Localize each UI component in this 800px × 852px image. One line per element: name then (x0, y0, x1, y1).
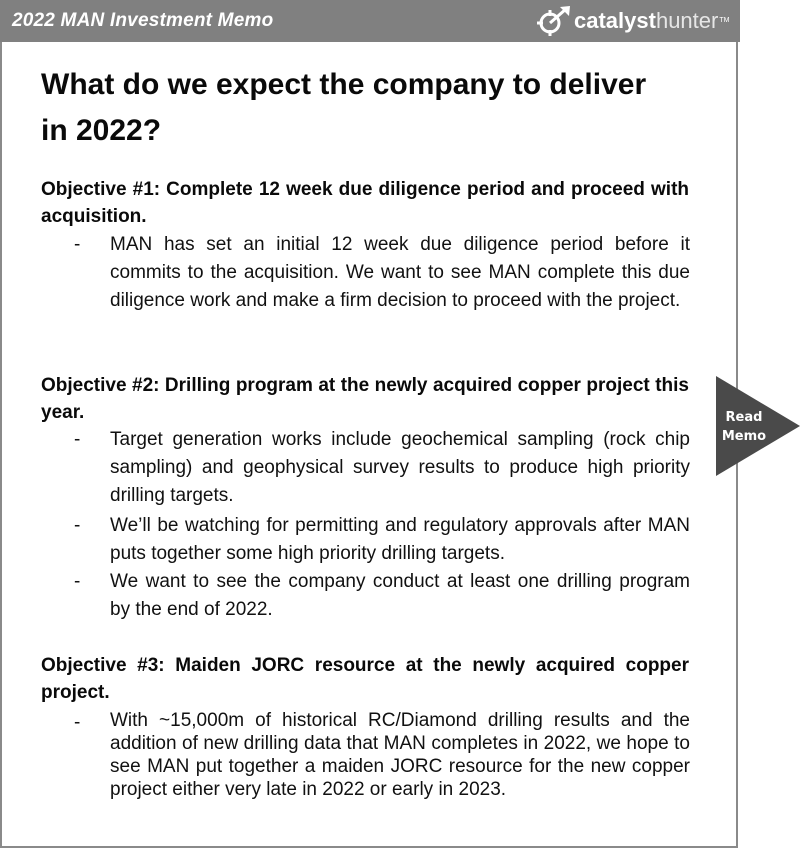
memo-title: 2022 MAN Investment Memo (12, 10, 274, 31)
objective-2-title: Objective #2: Drilling program at the newly acquired copper project this year. (41, 375, 689, 423)
crosshair-arrow-icon (536, 5, 572, 37)
read-memo-line-2: Memo (721, 429, 767, 444)
bullet-dash: - (74, 571, 81, 592)
bullet-text: With ~15,000m of historical RC/Diamond drilling results and the addition of new drilling data that MAN completes in 2022, we hope to see MAN put together a maiden JORC resource for the new copper project either very late in 2022 or early in 2023. (110, 710, 690, 800)
objective-3-bullet-1 (74, 709, 690, 801)
objective-1-title: Objective #1: Complete 12 week due diligence period and proceed with acquisition. (41, 179, 689, 227)
objective-2-bullet-2 (74, 512, 690, 568)
bullet-text: Target generation works include geochemical sampling (rock chip sampling) and geophysical survey results to produce high priority drilling targets. (110, 429, 690, 506)
objective-1-bullet-1 (74, 231, 690, 315)
bullet-dash: - (74, 712, 81, 733)
objective-3-title: Objective #3: Maiden JORC resource at the newly acquired copper project. (41, 655, 689, 703)
objective-2-bullet-3 (74, 568, 690, 624)
page-heading: What do we expect the company to deliver in 2022? (41, 68, 647, 147)
bullet-text: We want to see the company conduct at least one drilling program by the end of 2022. (110, 571, 690, 620)
bullet-dash: - (74, 429, 81, 450)
read-memo-button[interactable] (716, 408, 772, 446)
logo-wordmark: catalysthunter™ (574, 8, 730, 33)
memo-header (0, 0, 740, 42)
objective-2-bullet-1 (74, 426, 690, 510)
bullet-text: MAN has set an initial 12 week due diligence period before it commits to the acquisition. We want to see MAN complete this due diligence work and make a firm decision to proceed with the project. (110, 234, 690, 311)
bullet-text: We’ll be watching for permitting and regulatory approvals after MAN puts together some high priority drilling targets. (110, 515, 690, 564)
bullet-dash: - (74, 515, 81, 536)
bullet-dash: - (74, 234, 81, 255)
read-memo-line-1: Read (725, 410, 763, 425)
catalyst-hunter-logo[interactable] (536, 5, 729, 37)
